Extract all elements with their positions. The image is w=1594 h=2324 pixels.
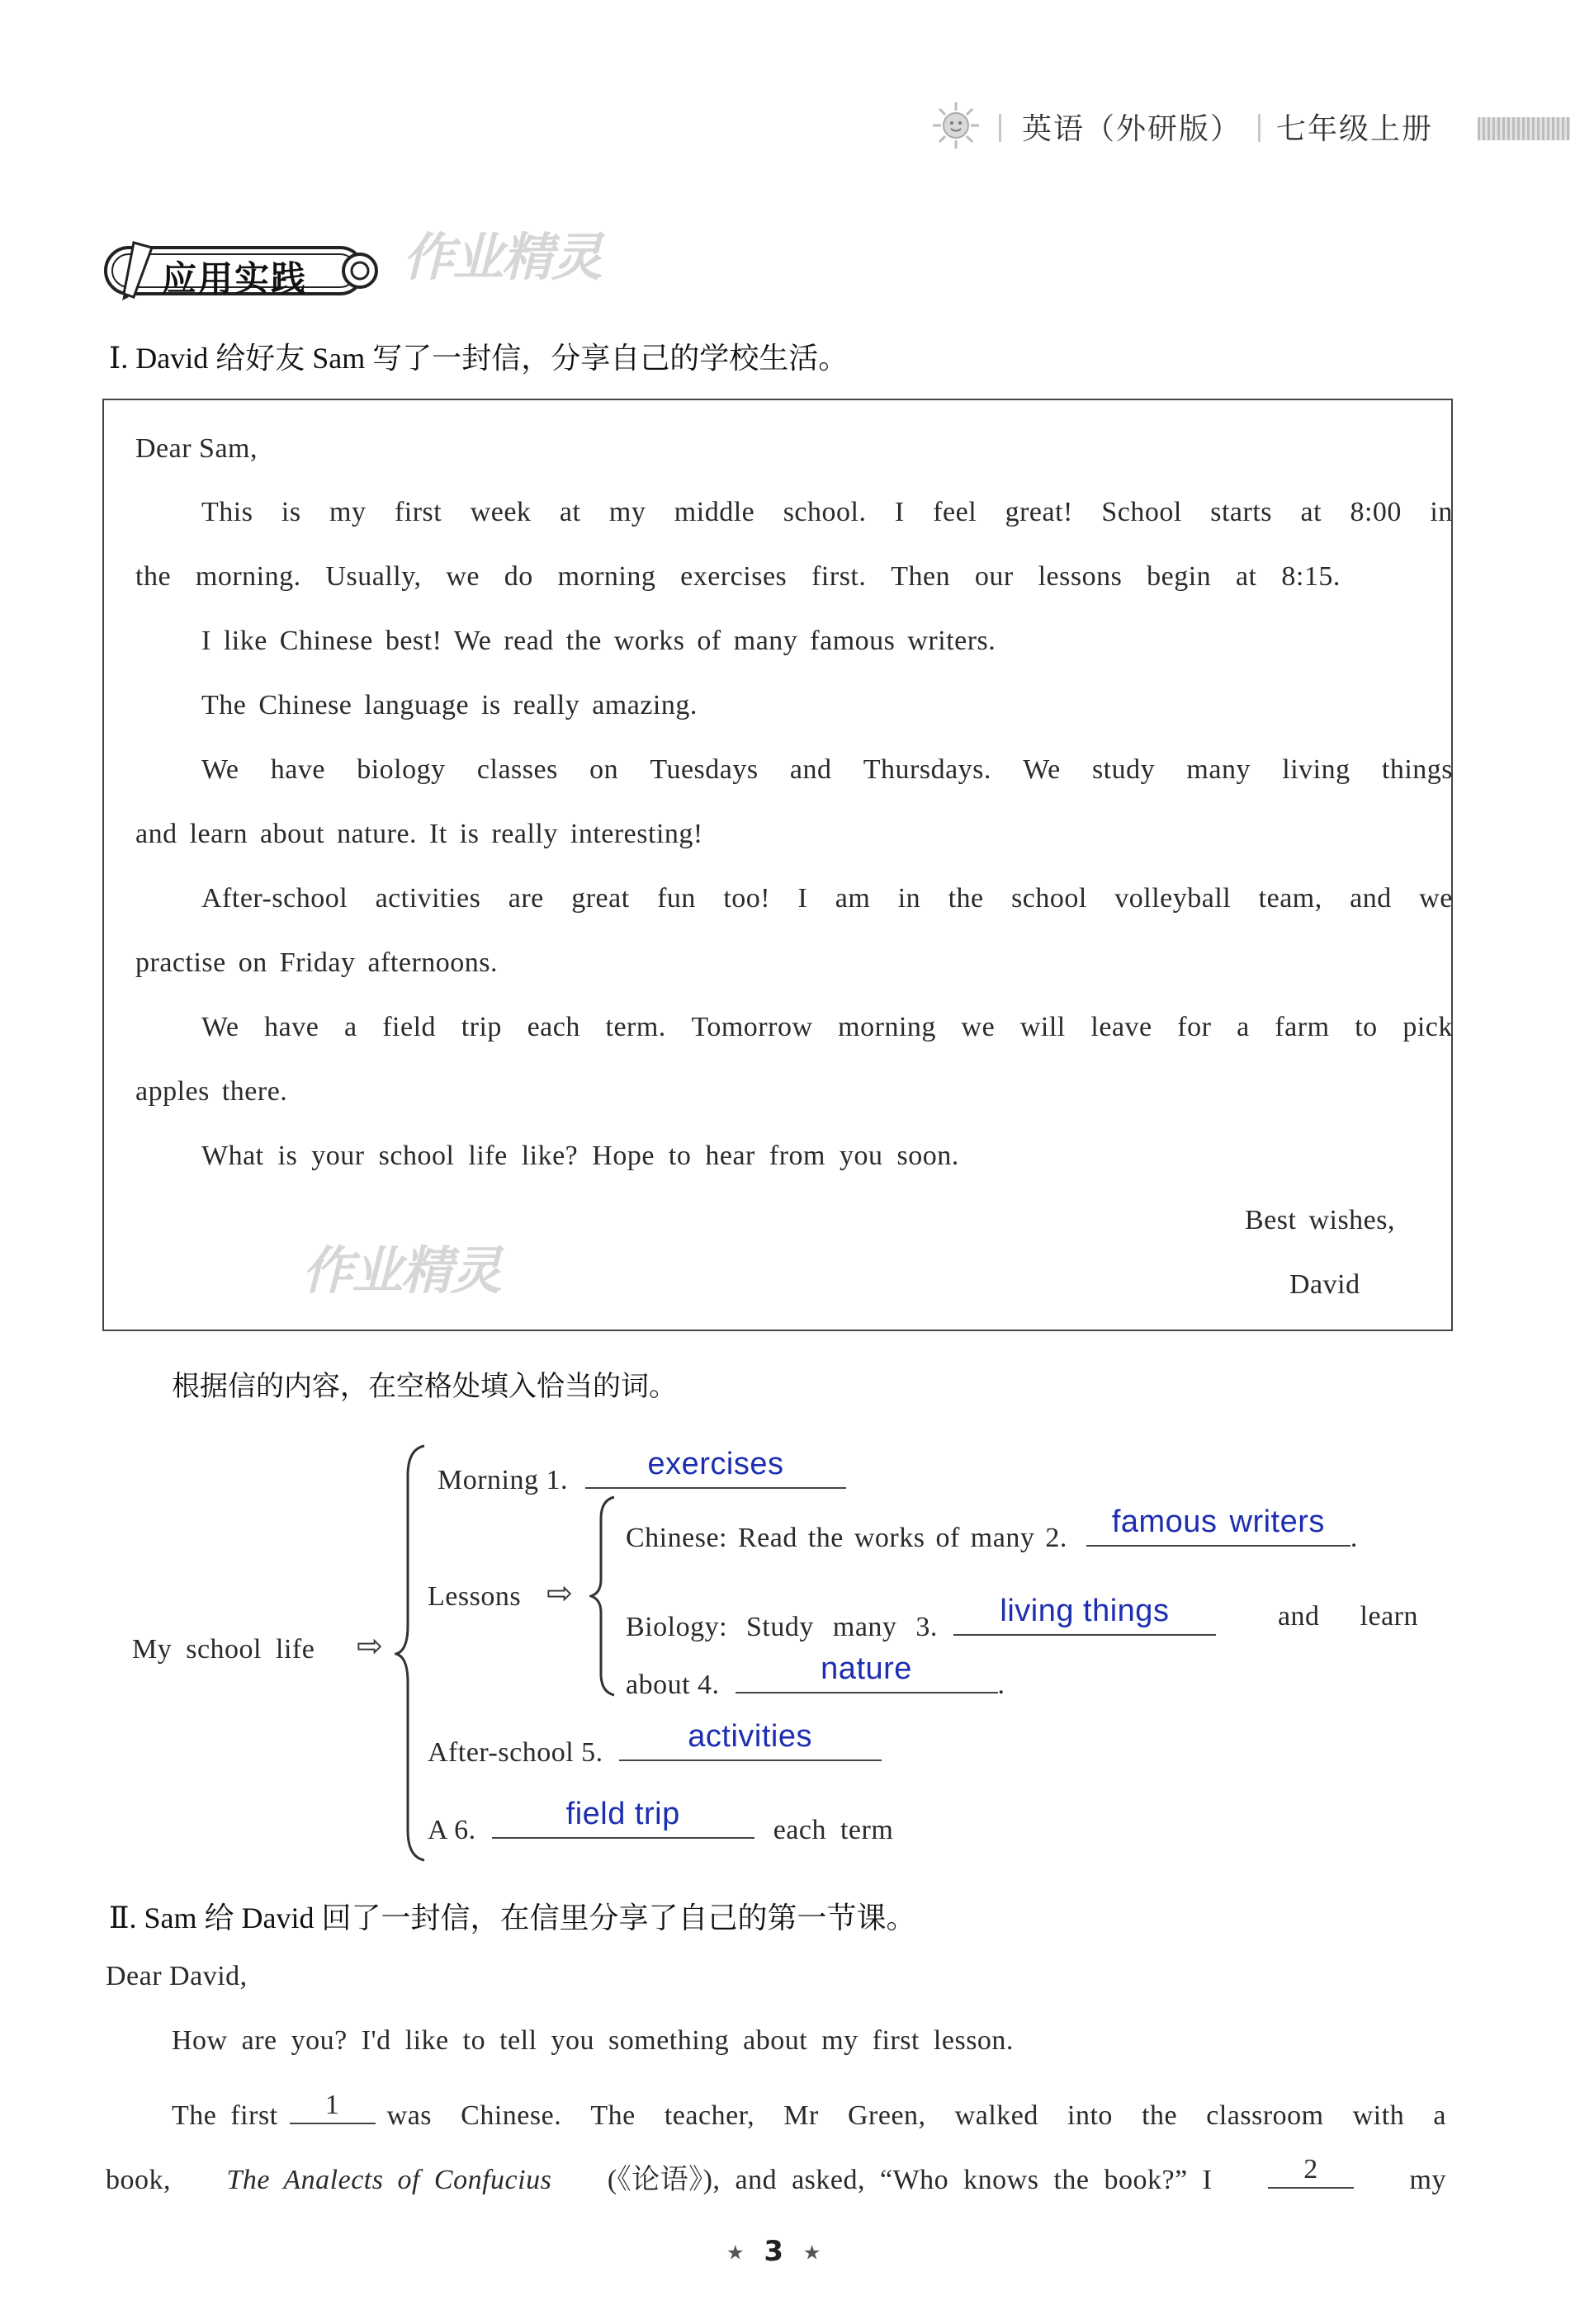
answer-blank-1[interactable] <box>585 1447 846 1489</box>
letter-paragraph-line <box>201 497 1453 528</box>
word: We <box>201 754 239 785</box>
answer-blank-6[interactable] <box>492 1797 754 1839</box>
answer-blank-5[interactable] <box>619 1719 882 1761</box>
word: Thursdays. <box>863 754 991 785</box>
word: do <box>504 561 533 592</box>
word: great <box>571 883 630 914</box>
word: a <box>343 1012 357 1042</box>
morning-label: Morning 1. <box>438 1465 568 1495</box>
word: field <box>382 1012 437 1042</box>
trip-suffix: each term <box>773 1815 894 1845</box>
word: the <box>135 561 172 592</box>
diagram-root: My school life <box>132 1634 315 1665</box>
word: begin <box>1147 561 1212 592</box>
word: was <box>386 2100 433 2131</box>
arrow-right-icon: ⇨ <box>357 1627 383 1664</box>
answer-3: living things <box>1000 1594 1170 1628</box>
word: many <box>1186 754 1251 785</box>
word: walked <box>954 2100 1038 2131</box>
word: Chinese. <box>461 2100 562 2131</box>
word: biology <box>357 754 446 785</box>
word: living <box>1282 754 1350 785</box>
word: We <box>1023 754 1061 785</box>
answer-2: famous writers <box>1111 1504 1325 1539</box>
diagram-biology-cont: about 4. nature . <box>626 1651 1005 1700</box>
word: first. <box>811 561 867 592</box>
letter-paragraph-line: practise on Friday afternoons. <box>135 947 498 978</box>
word: on <box>589 754 619 785</box>
diagram-trip <box>428 1797 894 1846</box>
part1-instruction: 根据信的内容，在空格处填入恰当的词。 <box>172 1372 677 1402</box>
word: I <box>894 497 905 527</box>
word: morning. <box>195 561 301 592</box>
word: too! <box>723 883 771 914</box>
word: a <box>1433 2100 1446 2131</box>
part2-line <box>172 2090 1446 2132</box>
word: have <box>264 1012 319 1042</box>
afterschool-label: After-school 5. <box>428 1737 603 1768</box>
word: morning <box>838 1012 936 1042</box>
letter-paragraph-line <box>201 883 1453 914</box>
trip-label: A 6. <box>428 1815 476 1845</box>
letter-paragraph-line <box>135 561 1341 593</box>
diagram-morning <box>438 1447 846 1496</box>
word: exercises <box>680 561 788 592</box>
letter-paragraph-line: and learn about nature. It is really interesting! <box>135 819 703 849</box>
word: our <box>974 561 1014 592</box>
word: my <box>329 497 367 527</box>
word: have <box>270 754 325 785</box>
page-number <box>726 2235 821 2268</box>
word: study <box>1091 754 1156 785</box>
word: Green, <box>847 2100 926 2131</box>
word: my <box>608 497 646 527</box>
answer-4: nature <box>821 1651 912 1686</box>
part2-text <box>387 2100 1446 2132</box>
word: The <box>590 2100 636 2131</box>
part2-text: book, <box>106 2165 171 2195</box>
word: farm <box>1275 1012 1330 1042</box>
part2-greeting: Dear David, <box>106 1961 248 1991</box>
star-icon: ★ <box>802 2241 821 2265</box>
part2-line <box>106 2154 1446 2197</box>
word: 8:00 <box>1350 497 1402 527</box>
word: Mr <box>783 2100 819 2131</box>
word: will <box>1019 1012 1066 1042</box>
part2-text: my <box>1409 2165 1446 2195</box>
header-separator <box>999 114 1001 142</box>
word: I <box>797 883 808 914</box>
part2-line: How are you? I'd like to tell you something about my first lesson. <box>172 2025 1014 2056</box>
part1-heading: Ⅰ. David 给好友 Sam 写了一封信，分享自己的学校生活。 <box>109 342 849 375</box>
biology-label-about: about 4. <box>626 1670 720 1700</box>
answer-6: field trip <box>565 1797 680 1831</box>
header-sun-icon <box>931 101 981 150</box>
letter-closing: Best wishes, <box>1245 1205 1395 1235</box>
arrow-right-icon: ⇨ <box>546 1575 573 1611</box>
word: school <box>1011 883 1087 914</box>
letter-greeting: Dear Sam, <box>135 433 258 464</box>
word: to <box>1355 1012 1378 1042</box>
word: is <box>281 497 301 527</box>
word: in <box>897 883 921 914</box>
word: This <box>201 497 253 527</box>
diagram-lessons: Lessons <box>428 1581 522 1612</box>
letter-signature: David <box>1289 1269 1360 1300</box>
answer-blank-p2-2[interactable] <box>1268 2154 1354 2189</box>
word: first <box>394 497 442 527</box>
word: leave <box>1090 1012 1152 1042</box>
word: lessons <box>1038 561 1123 592</box>
watermark: 作业精灵 <box>403 227 602 287</box>
diagram-afterschool <box>428 1719 882 1769</box>
word: into <box>1067 2100 1113 2131</box>
word: and <box>1350 883 1392 914</box>
word: classroom <box>1206 2100 1324 2131</box>
answer-blank-2[interactable] <box>1086 1504 1350 1547</box>
letter-paragraph-line: The Chinese language is really amazing. <box>201 690 698 720</box>
word: Usually, <box>325 561 422 592</box>
word: pick <box>1402 1012 1453 1042</box>
header-book-title: 英语（外研版） <box>1022 112 1242 145</box>
word: the <box>1142 2100 1178 2131</box>
word: we <box>961 1012 996 1042</box>
answer-5: activities <box>688 1719 813 1754</box>
book-title: The Analects of Confucius <box>226 2165 552 2195</box>
word: activities <box>375 883 481 914</box>
word: team, <box>1258 883 1322 914</box>
word: 8:15. <box>1281 561 1341 592</box>
word: we <box>1419 883 1453 914</box>
word: starts <box>1210 497 1273 527</box>
word: in <box>1430 497 1453 527</box>
page-number-text: 3 <box>764 2235 784 2268</box>
word: fun <box>657 883 696 914</box>
word: middle <box>674 497 755 527</box>
word: and <box>789 754 832 785</box>
word: with <box>1352 2100 1405 2131</box>
word: great! <box>1005 497 1073 527</box>
part2-text: (《论语》), and asked, “Who knows the book?” I <box>607 2165 1213 2195</box>
word: Tomorrow <box>691 1012 813 1042</box>
word: morning <box>557 561 656 592</box>
diagram-chinese: Chinese: Read the works of many 2. famous writers . <box>626 1504 1358 1553</box>
word: feel <box>933 497 977 527</box>
answer-blank-p2-1[interactable] <box>290 2090 376 2124</box>
header-separator <box>1258 114 1261 142</box>
word: the <box>948 883 984 914</box>
star-icon: ★ <box>726 2241 745 2265</box>
chinese-label: Chinese: Read the works of many 2. <box>626 1523 1067 1553</box>
word: After-school <box>201 883 348 914</box>
word: at <box>559 497 581 527</box>
word: each <box>527 1012 580 1042</box>
header-grade: 七年级上册 <box>1276 112 1434 145</box>
answer-1: exercises <box>647 1447 784 1481</box>
word: classes <box>476 754 558 785</box>
word: am <box>835 883 871 914</box>
word: at <box>1300 497 1322 527</box>
diagram-biology <box>626 1594 1418 1643</box>
biology-label: Biology: Study many 3. <box>626 1612 938 1642</box>
word: Tuesdays <box>650 754 759 785</box>
section-badge-label: 应用实践 <box>162 258 308 299</box>
word: trip <box>461 1012 502 1042</box>
letter-paragraph-line: I like Chinese best! We read the works of many famous writers. <box>201 626 996 656</box>
diagram-outer-brace <box>395 1443 428 1863</box>
letter-paragraph-line <box>201 1012 1453 1043</box>
header-decoration-bar <box>1478 117 1570 140</box>
letter-paragraph-line: apples there. <box>135 1076 288 1107</box>
word: term. <box>605 1012 666 1042</box>
word: we <box>446 561 480 592</box>
word: for <box>1177 1012 1212 1042</box>
word: at <box>1236 561 1257 592</box>
word: a <box>1237 1012 1250 1042</box>
letter-paragraph-line <box>201 754 1453 786</box>
diagram-inner-brace <box>589 1494 617 1698</box>
answer-blank-3[interactable] <box>953 1594 1216 1636</box>
word: week <box>470 497 532 527</box>
word: We <box>201 1012 239 1042</box>
word: are <box>508 883 544 914</box>
part2-text: The first <box>172 2100 278 2131</box>
blank-number: 1 <box>324 2090 340 2120</box>
watermark: 作业精灵 <box>302 1240 501 1301</box>
letter-box <box>102 399 1453 1331</box>
word: volleyball <box>1114 883 1232 914</box>
biology-label-cont: and learn <box>1277 1601 1418 1632</box>
word: Then <box>891 561 951 592</box>
letter-paragraph-line: What is your school life like? Hope to hear from you soon. <box>201 1141 959 1171</box>
word: school. <box>783 497 867 527</box>
word: teacher, <box>664 2100 755 2131</box>
part2-heading: Ⅱ. Sam 给 David 回了一封信，在信里分享了自己的第一节课。 <box>109 1901 916 1934</box>
word: School <box>1101 497 1182 527</box>
blank-number: 2 <box>1303 2154 1318 2185</box>
word: things <box>1381 754 1453 785</box>
